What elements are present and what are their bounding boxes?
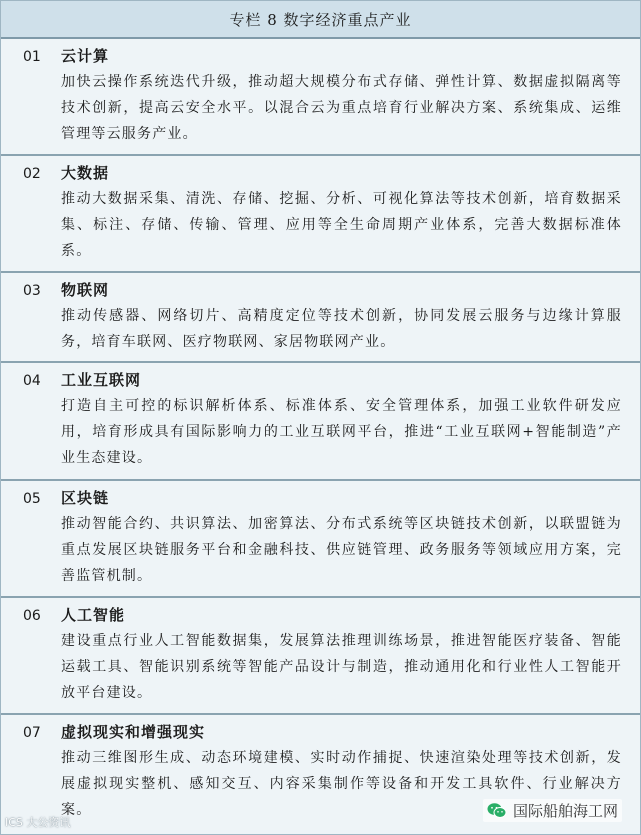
section-title: 物联网 xyxy=(61,281,110,299)
wechat-icon xyxy=(487,802,507,819)
section-body: 推动智能合约、共识算法、加密算法、分布式系统等区块链技术创新，以联盟链为重点发展区块链服务平台和金融科技、供应链管理、政务服务等领域应用方案，完善监管机制。 xyxy=(61,516,622,584)
section-body: 打造自主可控的标识解析体系、标准体系、安全管理体系，加强工业软件研发应用，培育形成具有国际影响力的工业互联网平台，推进“工业互联网+智能制造”产业生态建设。 xyxy=(61,398,622,466)
section-number: 06 xyxy=(23,608,41,624)
section-heading xyxy=(23,721,622,745)
section-heading xyxy=(23,369,622,393)
section-heading xyxy=(23,162,622,186)
section-iot xyxy=(1,273,640,363)
source-watermark: ICS 大公资讯 xyxy=(5,816,71,829)
section-title: 工业互联网 xyxy=(61,371,142,389)
section-body: 推动三维图形生成、动态环境建模、实时动作捕捉、快速渲染处理等技术创新，发展虚拟现实整机、感知交互、内容采集制作等设备和开发工具软件、行业解决方案。 xyxy=(61,750,622,818)
section-title: 云计算 xyxy=(61,47,110,65)
section-body: 加快云操作系统迭代升级，推动超大规模分布式存储、弹性计算、数据虚拟隔离等技术创新，提高云安全水平。以混合云为重点培育行业解决方案、系统集成、运维管理等云服务产业。 xyxy=(61,74,622,142)
section-number: 02 xyxy=(23,166,41,182)
section-title: 大数据 xyxy=(61,164,110,182)
section-body: 推动传感器、网络切片、高精度定位等技术创新，协同发展云服务与边缘计算服务，培育车联网、医疗物联网、家居物联网产业。 xyxy=(61,308,622,350)
section-cloud xyxy=(1,39,640,156)
section-number: 03 xyxy=(23,283,41,299)
section-body: 建设重点行业人工智能数据集，发展算法推理训练场景，推进智能医疗装备、智能运载工具、智能识别系统等智能产品设计与制造，推动通用化和行业性人工智能开放平台建设。 xyxy=(61,633,622,701)
section-number: 04 xyxy=(23,373,41,389)
section-heading xyxy=(23,604,622,628)
wechat-watermark xyxy=(483,799,622,822)
section-number: 01 xyxy=(23,49,41,65)
wechat-account-name: 国际船舶海工网 xyxy=(512,802,618,820)
section-heading xyxy=(23,487,622,511)
section-ai xyxy=(1,598,640,715)
box-title: 专栏 8 数字经济重点产业 xyxy=(229,10,412,29)
section-industrial-internet xyxy=(1,363,640,481)
box-header xyxy=(1,1,640,39)
section-heading xyxy=(23,279,622,303)
section-number: 07 xyxy=(23,725,41,741)
section-title: 人工智能 xyxy=(61,606,126,624)
section-body: 推动大数据采集、清洗、存储、挖掘、分析、可视化算法等技术创新，培育数据采集、标注、存储、传输、管理、应用等全生命周期产业体系，完善大数据标准体系。 xyxy=(61,191,622,259)
section-big-data xyxy=(1,156,640,273)
section-number: 05 xyxy=(23,491,41,507)
section-blockchain xyxy=(1,481,640,598)
section-title: 区块链 xyxy=(61,489,110,507)
section-heading xyxy=(23,45,622,69)
section-title: 虚拟现实和增强现实 xyxy=(61,723,206,741)
